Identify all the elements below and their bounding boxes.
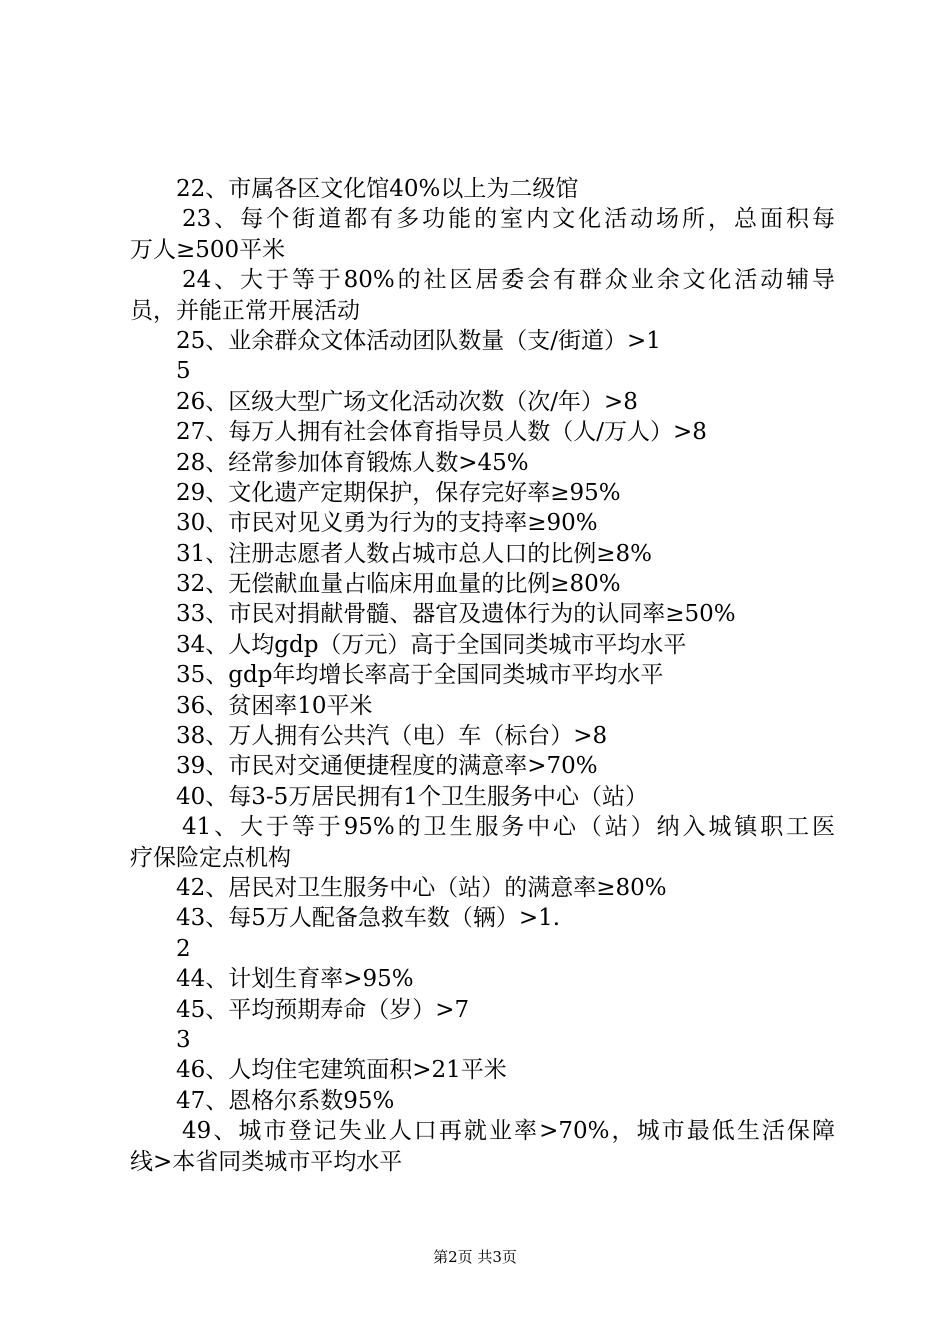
text-line: 23、每个街道都有多功能的室内文化活动场所，总面积每 <box>182 206 835 233</box>
text-line: 疗保险定点机构 <box>130 844 291 871</box>
text-line: 24、大于等于80%的社区居委会有群众业余文化活动辅导 <box>182 267 835 294</box>
text-line: 40、每3-5万居民拥有1个卫生服务中心（站） <box>176 783 648 810</box>
text-line: 线>本省同类城市平均水平 <box>130 1148 403 1175</box>
text-line: 27、每万人拥有社会体育指导员人数（人/万人）>8 <box>176 419 707 446</box>
text-line: 39、市民对交通便捷程度的满意率>70% <box>176 753 598 780</box>
text-line: 49、城市登记失业人口再就业率>70%，城市最低生活保障 <box>182 1118 835 1145</box>
text-line: 25、业余群众文体活动团队数量（支/街道）>1 <box>176 327 661 354</box>
text-line: 38、万人拥有公共汽（电）车（标台）>8 <box>176 723 608 750</box>
text-line: 47、恩格尔系数95% <box>176 1087 395 1114</box>
text-line: 26、区级大型广场文化活动次数（次/年）>8 <box>176 388 638 415</box>
text-line: 43、每5万人配备急救车数（辆）>1. <box>176 905 561 932</box>
text-line: 41、大于等于95%的卫生服务中心（站）纳入城镇职工医 <box>182 814 835 841</box>
text-line: 5 <box>176 358 191 385</box>
text-line: 2 <box>176 935 191 962</box>
text-line: 30、市民对见义勇为行为的支持率≥90% <box>176 510 598 537</box>
text-line: 3 <box>176 1026 191 1053</box>
page-number-footer: 第2页 共3页 <box>433 1248 517 1266</box>
document-body <box>130 174 835 1177</box>
text-line: 万人≥500平米 <box>130 236 286 263</box>
text-line: 35、gdp年均增长率高于全国同类城市平均水平 <box>176 662 664 689</box>
text-line: 45、平均预期寿命（岁）>7 <box>176 996 470 1023</box>
text-line: 员，并能正常开展活动 <box>130 297 360 324</box>
text-line: 32、无偿献血量占临床用血量的比例≥80% <box>176 571 621 598</box>
text-line: 33、市民对捐献骨髓、器官及遗体行为的认同率≥50% <box>176 601 736 628</box>
text-line: 46、人均住宅建筑面积>21平米 <box>176 1057 507 1084</box>
text-line: 29、文化遗产定期保护，保存完好率≥95% <box>176 479 621 506</box>
text-line: 42、居民对卫生服务中心（站）的满意率≥80% <box>176 874 667 901</box>
text-line: 22、市属各区文化馆40%以上为二级馆 <box>176 176 579 202</box>
text-line: 28、经常参加体育锻炼人数>45% <box>176 449 529 476</box>
text-line: 31、注册志愿者人数占城市总人口的比例≥8% <box>176 540 653 567</box>
text-line: 36、贫困率10平米 <box>176 692 373 719</box>
text-line: 44、计划生育率>95% <box>176 966 414 993</box>
text-line: 34、人均gdp（万元）高于全国同类城市平均水平 <box>176 631 687 658</box>
